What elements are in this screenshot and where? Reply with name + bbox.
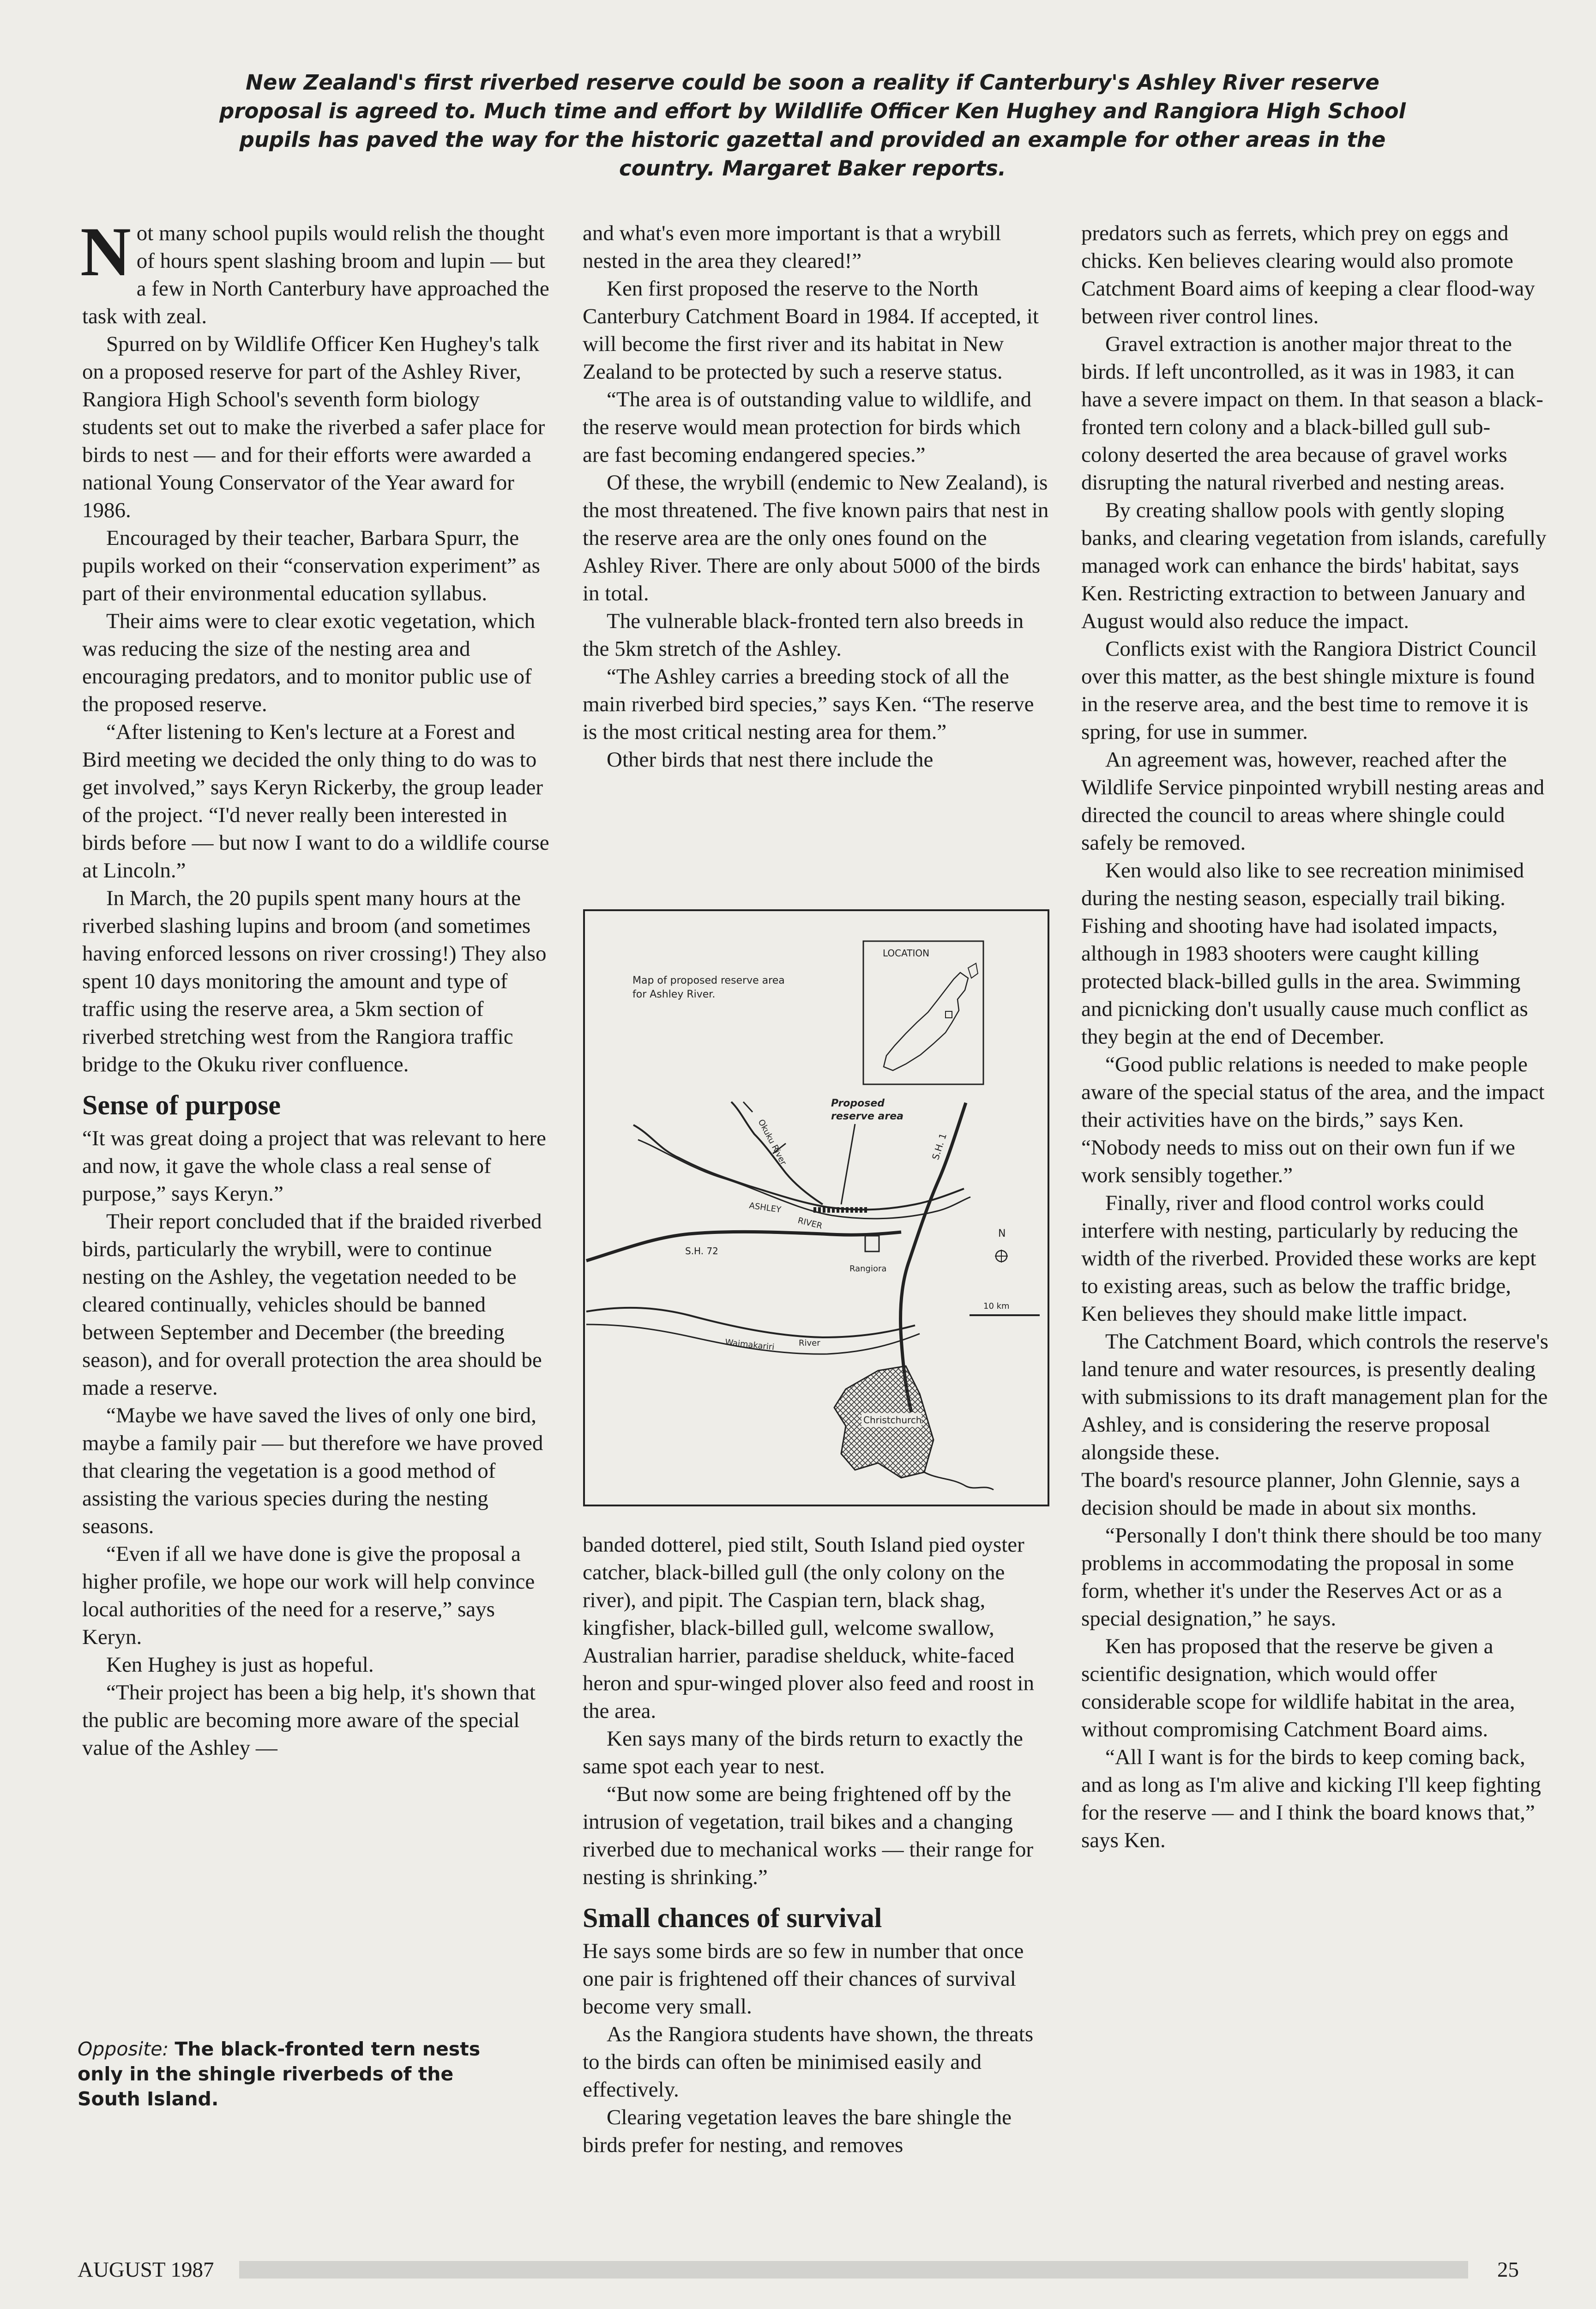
- north-island-tip: [968, 963, 978, 978]
- opening-paragraph: [80, 213, 549, 330]
- paragraph: The board's resource planner, John Glennie, says a decision should be made in about six months.: [1081, 1468, 1520, 1520]
- paragraph: Ken would also like to see recreation minimised during the nesting season, especially trail biking. Fishing and shooting have had isolated impacts, although in 1983 shooters were caught killing protected black-billed gulls in the area. Swimming and picnicking don't usually cause much conflict as they begin at the end of December.: [1081, 858, 1528, 1049]
- paragraph: Clearing vegetation leaves the bare shingle the birds prefer for nesting, and removes: [583, 2105, 1012, 2157]
- waimakariri-river-label: River: [799, 1338, 820, 1348]
- article-column-3: [1081, 219, 1548, 1854]
- paragraph: Other birds that nest there include the: [607, 748, 934, 772]
- paragraph: He says some birds are so few in number that once one pair is frightened off their chances of survival become very small.: [583, 1939, 1024, 2019]
- drop-cap: N: [80, 213, 131, 290]
- paragraph: “The Ashley carries a breeding stock of all the main riverbed bird species,” says Ken. “The reserve is the most critical nesting area for them.”: [583, 665, 1034, 744]
- south-island-outline: [884, 973, 968, 1070]
- paragraph: “Maybe we have saved the lives of only one bird, maybe a family pair — but therefore we have proved that clearing the vegetation is a good method of assisting the various species during the nesting seasons.: [82, 1403, 543, 1538]
- photo-caption: [78, 2037, 493, 2111]
- paragraph: Gravel extraction is another major threat to the birds. If left uncontrolled, as it was in 1983, it can have a severe impact on them. In that season a black-fronted tern colony and a black-billed gull sub-colony deserted the area because of gravel works disrupting the natural riverbed and nesting areas.: [1081, 332, 1543, 495]
- paragraph: “Their project has been a big help, it's shown that the public are becoming more aware of the special value of the Ashley —: [82, 1680, 536, 1760]
- subheading-sense-of-purpose: Sense of purpose: [82, 1090, 281, 1120]
- paragraph: The vulnerable black-fronted tern also breeds in the 5km stretch of the Ashley.: [583, 609, 1024, 661]
- paragraph-text: ot many school pupils would relish the thought of hours spent slashing broom and lupin — but a few in North Canterbury have approached the task with zeal.: [82, 221, 549, 328]
- paragraph: Ken says many of the birds return to exactly the same spot each year to nest.: [583, 1727, 1023, 1778]
- map-title-line2: for Ashley River.: [632, 989, 716, 1000]
- okuku-label: Okuku River: [756, 1118, 789, 1167]
- sh72-label: S.H. 72: [685, 1245, 718, 1257]
- ashley-river-label: RIVER: [796, 1215, 824, 1231]
- sh72-road: [586, 1232, 901, 1261]
- paragraph: “Personally I don't think there should be too many problems in accommodating the proposal in some form, whether it's under the Reserves Act or as a special designation,” he says.: [1081, 1523, 1542, 1631]
- coastline: [924, 1472, 994, 1490]
- caption-lead: Opposite:: [78, 2038, 169, 2060]
- north-label: N: [998, 1228, 1006, 1239]
- paragraph: As the Rangiora students have shown, the threats to the birds can often be minimised easily and effectively.: [583, 2022, 1034, 2102]
- paragraph: Spurred on by Wildlife Officer Ken Hughey's talk on a proposed reserve for part of the Ashley River, Rangiora High School's seventh form biology students set out to make the riverbed a safer place for birds to nest — and for their efforts were awarded a national Young Conservator of the Year award for 1986.: [82, 332, 545, 522]
- paragraph: Encouraged by their teacher, Barbara Spurr, the pupils worked on their “conservation experiment” as part of their environmental education syllabus.: [82, 526, 540, 605]
- paragraph: “Even if all we have done is give the proposal a higher profile, we hope our work will help convince local authorities of the need for a reserve,” says Keryn.: [82, 1542, 535, 1649]
- paragraph: “All I want is for the birds to keep coming back, and as long as I'm alive and kicking I'll keep fighting for the reserve — and I think the board knows that,” says Ken.: [1081, 1745, 1541, 1852]
- map-figure: [583, 909, 1050, 1507]
- rangiora-marker: [865, 1236, 879, 1251]
- reserve-map: [583, 909, 1050, 1507]
- rangiora-label: Rangiora: [849, 1264, 887, 1274]
- article-column-1: [80, 213, 549, 1762]
- location-inset: [863, 941, 983, 1084]
- paragraph: The Catchment Board, which controls the reserve's land tenure and water resources, is presently dealing with submissions to its draft management plan for the Ashley, and is considering the reserve proposal alongside these.: [1081, 1330, 1548, 1464]
- paragraph: predators such as ferrets, which prey on eggs and chicks. Ken believes clearing would also promote Catchment Board aims of keeping a clear flood-way between river control lines.: [1081, 221, 1535, 328]
- paragraph: By creating shallow pools with gently sloping banks, and clearing vegetation from islands, carefully managed work can enhance the birds' habitat, says Ken. Restricting extraction to between January and August would also reduce the impact.: [1081, 498, 1547, 633]
- inset-location-box: [946, 1011, 952, 1018]
- page-footer: [78, 2254, 1519, 2286]
- paragraph: “After listening to Ken's lecture at a Forest and Bird meeting we decided the only thing to do was to get involved,” says Keryn Rickerby, the group leader of the project. “I'd never really been interested in birds before — but now I want to do a wildlife course at Lincoln.”: [82, 720, 549, 882]
- scale-label: 10 km: [983, 1301, 1010, 1311]
- intro-standfirst: New Zealand's first riverbed reserve could be soon a reality if Canterbury's Ashley River reserve proposal is agreed to. Much time and effort by Wildlife Officer Ken Hughey and Rangiora High School pupils has paved the way for the historic gazettal and provided an example for other areas in the country. Margaret Baker reports.: [219, 70, 1406, 181]
- paragraph: Their aims were to clear exotic vegetation, which was reducing the size of the nesting area and encouraging predators, and to monitor public use of the proposed reserve.: [82, 609, 536, 716]
- paragraph: and what's even more important is that a wrybill nested in the area they cleared!”: [583, 221, 1001, 273]
- waimakariri-north-bank: [586, 1308, 915, 1337]
- paragraph: “It was great doing a project that was relevant to here and now, it gave the whole class a real sense of purpose,” says Keryn.”: [82, 1126, 546, 1206]
- waimakariri-label: Waimakariri: [724, 1337, 775, 1353]
- article-column-2: [583, 219, 1050, 774]
- location-label: LOCATION: [883, 948, 930, 959]
- ashley-label: ASHLEY: [748, 1201, 782, 1215]
- proposed-pointer: [841, 1124, 855, 1204]
- ashley-river-south-bank: [638, 1140, 970, 1219]
- paragraph: Ken has proposed that the reserve be given a scientific designation, which would offer considerable scope for wildlife habitat in the area, without compromising Catchment Board aims.: [1081, 1634, 1515, 1741]
- paragraph: An agreement was, however, reached after the Wildlife Service pinpointed wrybill nesting areas and directed the council to areas where shingle could safely be removed.: [1081, 748, 1545, 855]
- footer-rule: [239, 2261, 1468, 2279]
- article-column-2-continued: [583, 1531, 1050, 2159]
- ashley-river-north-bank: [633, 1125, 964, 1209]
- sh1-label: S.H. 1: [929, 1131, 949, 1161]
- reserve-area-label: reserve area: [831, 1111, 904, 1122]
- paragraph: Of these, the wrybill (endemic to New Zealand), is the most threatened. The five known pairs that nest in the reserve area are the only ones found on the Ashley River. There are only about 5000 of the birds in total.: [583, 471, 1049, 605]
- paragraph: banded dotterel, pied stilt, South Island pied oyster catcher, black-billed gull (the only colony on the river), and pipit. The Caspian tern, black shag, kingfisher, black-billed gull, welcome swallow, Australian harrier, paradise shelduck, white-faced heron and spur-winged plover also feed and roost in the area.: [583, 1533, 1034, 1723]
- paragraph: Ken Hughey is just as hopeful.: [106, 1653, 374, 1677]
- christchurch-label: Christchurch: [863, 1414, 922, 1426]
- paragraph: “The area is of outstanding value to wildlife, and the reserve would mean protection for birds which are fast becoming endangered species.”: [583, 387, 1032, 467]
- subheading-small-chances: Small chances of survival: [583, 1903, 882, 1933]
- paragraph: Finally, river and flood control works could interfere with nesting, particularly by reducing the width of the riverbed. Provided these works are kept to existing areas, such as below the traffic bridge, Ken believes they should make little impact.: [1081, 1191, 1536, 1326]
- proposed-label: Proposed: [831, 1098, 885, 1109]
- paragraph: “Good public relations is needed to make people aware of the special status of the area, and the impact their activities have on the birds,” says Ken. “Nobody needs to miss out on their own fun if we work sensibly together.”: [1081, 1052, 1545, 1187]
- paragraph: “But now some are being frightened off by the intrusion of vegetation, trail bikes and a changing riverbed due to mechanical works — their range for nesting is shrinking.”: [583, 1782, 1034, 1889]
- page-number: 25: [1497, 2258, 1519, 2282]
- paragraph: In March, the 20 pupils spent many hours at the riverbed slashing lupins and broom (and sometimes having enforced lessons on river crossing!) They also spent 10 days monitoring the amount and type of traffic using the reserve area, a 5km section of riverbed stretching west from the Rangiora traffic bridge to the Okuku river confluence.: [82, 886, 547, 1076]
- paragraph: Conflicts exist with the Rangiora District Council over this matter, as the best shingle mixture is found in the reserve area, and the best time to remove it is spring, for use in summer.: [1081, 637, 1537, 744]
- paragraph: Ken first proposed the reserve to the North Canterbury Catchment Board in 1984. If accepted, it will become the first river and its habitat in New Zealand to be protected by such a reserve status.: [583, 277, 1039, 384]
- issue-date: AUGUST 1987: [78, 2258, 214, 2282]
- caption-text: The black-fronted tern nests only in the shingle riverbeds of the South Island.: [78, 2038, 481, 2110]
- map-title-line1: Map of proposed reserve area: [632, 975, 785, 986]
- paragraph: Their report concluded that if the braided riverbed birds, particularly the wrybill, were to continue nesting on the Ashley, the vegetation needed to be cleared continually, vehicles should be banned between September and December (the breeding season), and for overall protection the area should be made a reserve.: [82, 1209, 542, 1400]
